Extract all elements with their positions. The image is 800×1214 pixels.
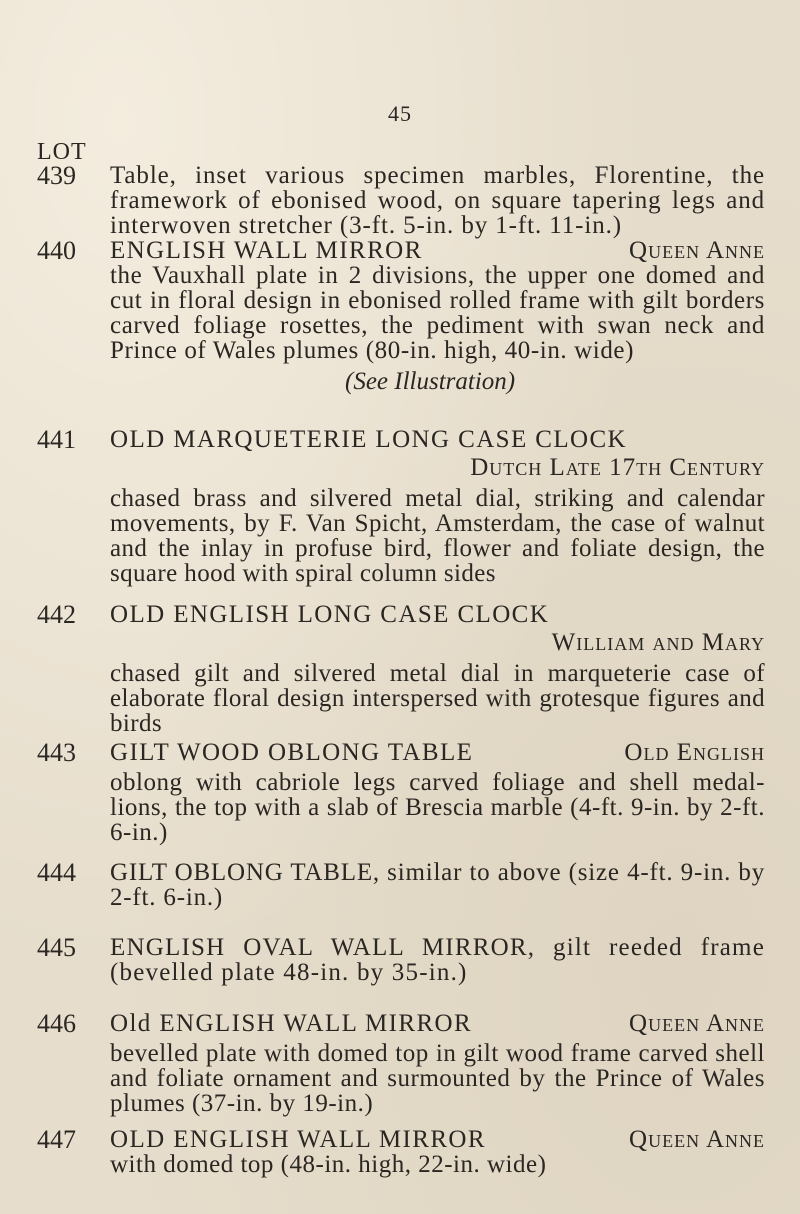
- lot-description: oblong with cabriole legs carved foliage and shell medal-lions, the top with a slab of Brescia marble (4-ft. 9-in. by 2-ft. 6-in.): [110, 769, 765, 846]
- lot-number: 441: [37, 425, 76, 454]
- lot-description: Table, inset various specimen marbles, Florentine, the framework of ebonised wood, on square tapering legs and interwoven stretcher (3-ft. 5-in. by 1-ft. 11-in.): [110, 162, 765, 239]
- lot-description: chased gilt and silvered metal dial in marqueterie case of elaborate floral design interspersed with grotesque figures and birds: [110, 660, 765, 737]
- lot-column-header: LOT: [37, 139, 87, 165]
- lot-description: the Vauxhall plate in 2 divisions, the upper one domed and cut in floral design in ebonised rolled frame with gilt borders carved foliage rosettes, the pediment with swan neck and Prince of Wales plumes (80-in. high, 40-in. wide): [110, 262, 765, 364]
- lot-attribution: Dutch Late 17th Century: [470, 454, 765, 481]
- lot-attribution: William and Mary: [551, 629, 765, 656]
- lot-attribution: Queen Anne: [629, 1010, 765, 1037]
- lot-number: 444: [37, 858, 76, 887]
- lot-number: 447: [37, 1125, 76, 1154]
- lot-title: OLD MARQUETERIE LONG CASE CLOCK: [110, 426, 627, 453]
- lot-title: OLD ENGLISH WALL MIRROR: [110, 1126, 486, 1153]
- lot-attribution: Old English: [624, 739, 765, 766]
- illustration-note: (See Illustration): [345, 368, 516, 395]
- lot-attribution: Queen Anne: [629, 237, 765, 264]
- lot-number: 443: [37, 738, 76, 767]
- lot-description: chased brass and silvered metal dial, striking and calendar movements, by F. Van Spicht, Amsterdam, the case of walnut and the inlay in profuse bird, flower and foliate design, the square hood with spiral column sides: [110, 485, 765, 587]
- lot-description: ENGLISH OVAL WALL MIRROR, gilt reeded frame (bevelled plate 48-in. by 35-in.): [110, 934, 765, 986]
- lot-number: 445: [37, 933, 76, 962]
- lot-description: bevelled plate with domed top in gilt wood frame carved shell and foliate ornament and surmounted by the Prince of Wales plumes (37-in. by 19-in.): [110, 1040, 765, 1117]
- lot-number: 439: [37, 161, 76, 190]
- lot-title: GILT WOOD OBLONG TABLE: [110, 739, 474, 766]
- lot-attribution: Queen Anne: [629, 1126, 765, 1153]
- lot-number: 442: [37, 600, 76, 629]
- page-number: 45: [388, 101, 412, 126]
- lot-title: OLD ENGLISH LONG CASE CLOCK: [110, 601, 550, 628]
- lot-number: 440: [37, 236, 76, 265]
- lot-number: 446: [37, 1009, 76, 1038]
- lot-description: with domed top (48-in. high, 22-in. wide): [110, 1151, 547, 1178]
- lot-title: ENGLISH WALL MIRROR: [110, 237, 423, 264]
- lot-title: Old ENGLISH WALL MIRROR: [110, 1010, 473, 1037]
- lot-description: GILT OBLONG TABLE, similar to above (size 4-ft. 9-in. by 2-ft. 6-in.): [110, 859, 765, 911]
